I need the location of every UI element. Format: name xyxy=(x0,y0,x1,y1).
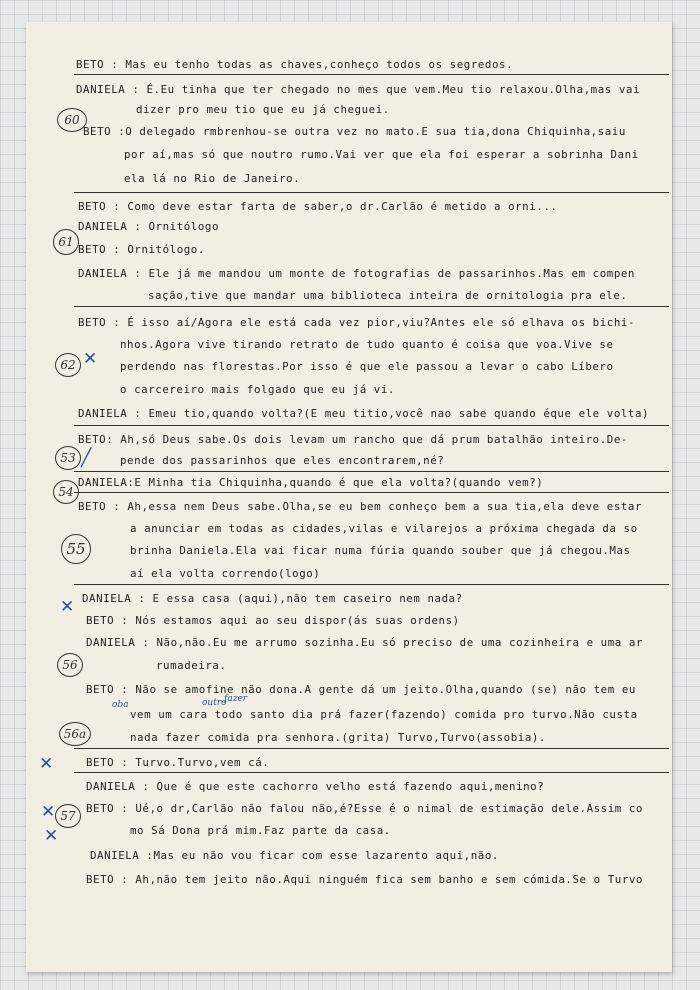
text-line: nhos.Agora vive tirando retrato de tudo quanto é coisa que voa.Vive se xyxy=(120,338,614,351)
text-line: DANIELA : Que é que este cachorro velho está fazendo aqui,menino? xyxy=(86,780,545,793)
text-line: dizer pro meu tio que eu já cheguei. xyxy=(136,103,390,116)
handwritten-note: fazer xyxy=(224,694,248,704)
text-line: pende dos passarinhos que eles encontrarem,né? xyxy=(120,454,445,467)
x-check-mark-icon: ✕ xyxy=(83,349,98,369)
page-number-circle: 56 xyxy=(57,653,83,677)
text-line: o carcereiro mais folgado que eu já vi. xyxy=(120,383,395,396)
page-number-circle: 62 xyxy=(55,353,81,377)
text-line: BETO : Ué,o dr,Carlão não falou não,é?Esse é o nimal de estimação dele.Assim co xyxy=(86,802,643,815)
text-line: DANIELA : Ele já me mandou um monte de fotografias de passarinhos.Mas em compen xyxy=(78,267,635,280)
text-line: DANIELA :Mas eu não vou ficar com esse lazarento aqui,não. xyxy=(90,849,499,862)
page-number-circle: 61 xyxy=(53,229,79,255)
x-check-mark-icon: ✕ xyxy=(41,802,56,822)
x-check-mark-icon: ✕ xyxy=(39,754,54,774)
section-rule xyxy=(74,471,669,472)
text-line: a anunciar em todas as cidades,vilas e vilarejos a próxima chegada da so xyxy=(130,522,638,535)
section-rule xyxy=(74,74,669,75)
x-check-mark-icon: ✕ xyxy=(60,597,75,617)
page-number-circle: 60 xyxy=(57,108,87,132)
text-line: brinha Daniela.Ela vai ficar numa fúria quando souber que já chegou.Mas xyxy=(130,544,631,557)
section-rule xyxy=(74,748,669,749)
text-line: rumadeira. xyxy=(156,659,227,672)
text-line: BETO : Mas eu tenho todas as chaves,conheço todos os segredos. xyxy=(76,58,514,71)
text-line: aí ela volta correndo(logo) xyxy=(130,567,321,580)
section-rule xyxy=(74,584,669,585)
text-line: DANIELA : É.Eu tinha que ter chegado no mes que vem.Meu tio relaxou.Olha,mas vai xyxy=(76,83,641,96)
text-line: BETO :O delegado rmbrenhou-se outra vez no mato.E sua tia,dona Chiquinha,saiu xyxy=(83,125,626,138)
slash-check-mark-icon: ╱ xyxy=(81,448,92,468)
text-line: BETO : Ah,não tem jeito não.Aqui ninguém fica sem banho e sem cómida.Se o Turvo xyxy=(86,873,643,886)
text-line: BETO : Não se amofine não dona.A gente dá um jeito.Olha,quando (se) não tem eu xyxy=(86,683,636,696)
text-line: DANIELA : E essa casa (aqui),não tem caseiro nem nada? xyxy=(82,592,463,605)
text-line: BETO : Turvo.Turvo,vem cá. xyxy=(86,756,270,769)
text-line: perdendo nas florestas.Por isso é que ele passou a levar o cabo Líbero xyxy=(120,360,614,373)
text-line: BETO : Ah,essa nem Deus sabe.Olha,se eu bem conheço bem a sua tia,ela deve estar xyxy=(78,500,643,513)
section-rule xyxy=(74,772,669,773)
section-rule xyxy=(74,306,669,307)
section-rule xyxy=(74,425,669,426)
page-number-circle: 57 xyxy=(55,804,81,828)
typescript-page xyxy=(26,22,672,972)
text-line: DANIELA:E Minha tia Chiquinha,quando é que ela volta?(quando vem?) xyxy=(78,476,544,489)
x-check-mark-icon: ✕ xyxy=(44,826,59,846)
text-line: BETO : Nós estamos aqui ao seu dispor(ás suas ordens) xyxy=(86,614,460,627)
section-rule xyxy=(74,192,669,193)
section-rule xyxy=(74,492,669,493)
text-line: ela lá no Rio de Janeiro. xyxy=(124,172,301,185)
text-line: por aí,mas só que noutro rumo.Vai ver que ela foi esperar a sobrinha Dani xyxy=(124,148,639,161)
text-line: BETO : É isso aí/Agora ele está cada vez pior,viu?Antes ele só elhava os bichi- xyxy=(78,316,635,329)
text-line: BETO : Como deve estar farta de saber,o dr.Carlão é metido a orni... xyxy=(78,200,558,213)
text-line: DANIELA : Ornitólogo xyxy=(78,220,220,233)
text-line: BETO : Ornitólogo. xyxy=(78,243,205,256)
text-line: DANIELA : Não,não.Eu me arrumo sozinha.Eu só preciso de uma cozinheira e uma ar xyxy=(86,636,643,649)
handwritten-note: oba xyxy=(112,700,129,710)
page-number-circle: 56a xyxy=(59,722,91,746)
handwritten-note: outro xyxy=(202,698,227,708)
page-number-circle: 53 xyxy=(55,446,81,470)
text-line: DANIELA : Emeu tio,quando volta?(E meu titio,você nao sabe quando éque ele volta) xyxy=(78,407,650,420)
text-line: vem um cara todo santo dia prá fazer(fazendo) comida pro turvo.Não custa xyxy=(130,708,638,721)
text-line: sação,tive que mandar uma biblioteca inteira de ornitologia pra ele. xyxy=(148,289,628,302)
page-number-circle: 55 xyxy=(61,534,91,564)
text-line: nada fazer comida pra senhora.(grita) Turvo,Turvo(assobia). xyxy=(130,731,546,744)
page-number-circle: 54 xyxy=(53,480,79,504)
text-line: BETO: Ah,só Deus sabe.Os dois levam um rancho que dá prum batalhão inteiro.De- xyxy=(78,433,628,446)
text-line: mo Sá Dona prá mim.Faz parte da casa. xyxy=(130,824,391,837)
